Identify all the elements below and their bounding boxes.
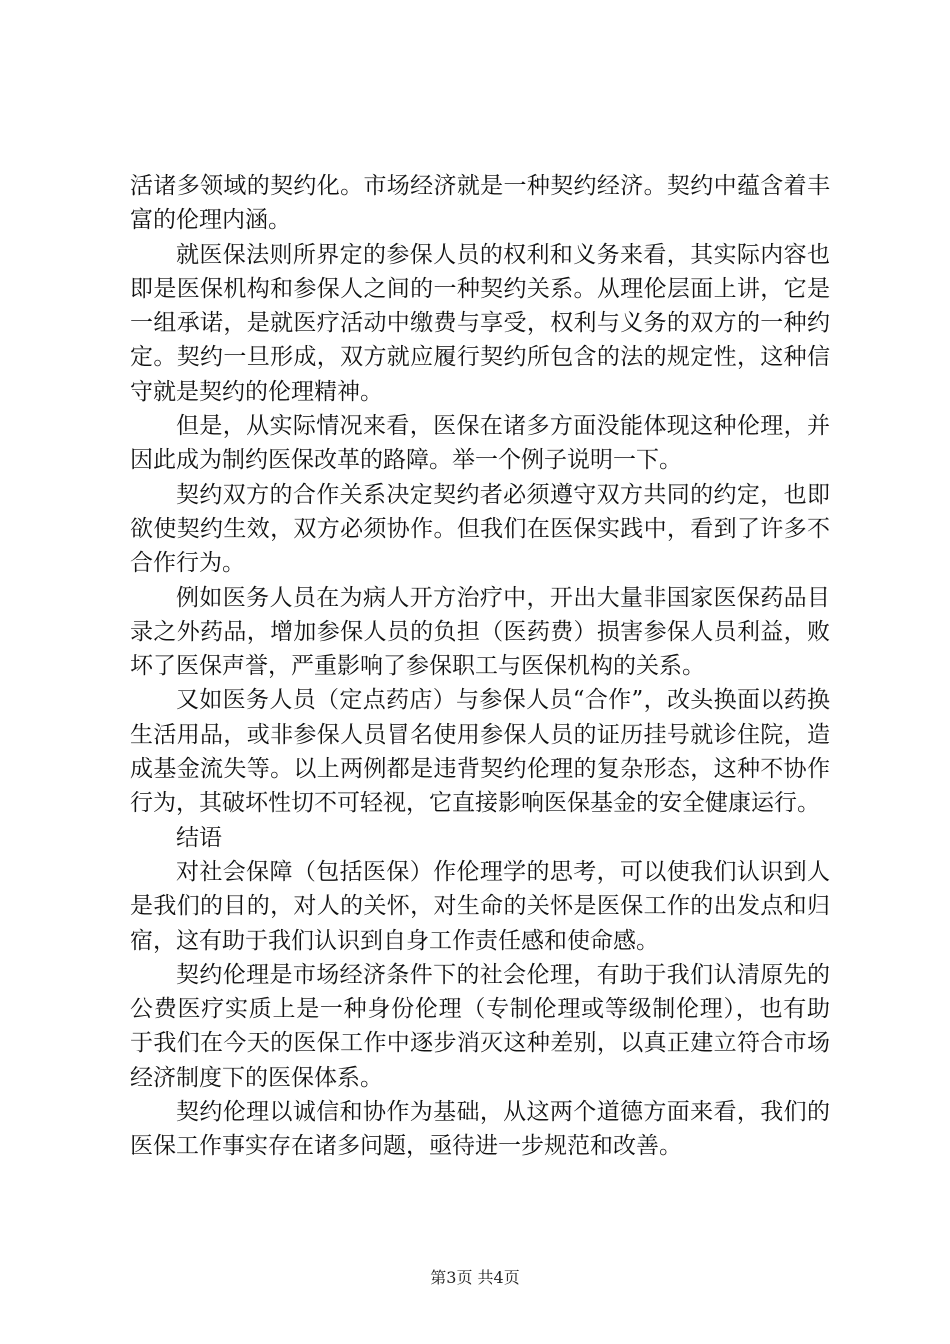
- paragraph: 契约伦理以诚信和协作为基础，从这两个道德方面来看，我们的医保工作事实存在诸多问题，亟待进一步规范和改善。: [130, 1099, 830, 1160]
- paragraph: 就医保法则所界定的参保人员的权利和义务来看，其实际内容也即是医保机构和参保人之间的一种契约关系。从理伦层面上讲，它是一组承诺，是就医疗活动中缴费与享受，权利与义务的双方的一种约定。契约一旦形成，双方就应履行契约所包含的法的规定性，这种信守就是契约的伦理精神。: [130, 241, 830, 405]
- paragraph: 又如医务人员（定点药店）与参保人员“合作”，改头换面以药换生活用品，或非参保人员冒名使用参保人员的证历挂号就诊住院，造成基金流失等。以上两例都是违背契约伦理的复杂形态，这种不协作行为，其破坏性切不可轻视，它直接影响医保基金的安全健康运行。: [130, 687, 830, 817]
- paragraph: 但是，从实际情况来看，医保在诸多方面没能体现这种伦理，并因此成为制约医保改革的路障。举一个例子说明一下。: [130, 413, 830, 474]
- paragraph: 契约双方的合作关系决定契约者必须遵守双方共同的约定，也即欲使契约生效，双方必须协作。但我们在医保实践中，看到了许多不合作行为。: [130, 481, 830, 577]
- paragraph: 例如医务人员在为病人开方治疗中，开出大量非国家医保药品目录之外药品，增加参保人员的负担（医药费）损害参保人员利益，败坏了医保声誉，严重影响了参保职工与医保机构的关系。: [130, 584, 830, 680]
- paragraph: 契约伦理是市场经济条件下的社会伦理，有助于我们认清原先的公费医疗实质上是一种身份伦理（专制伦理或等级制伦理），也有助于我们在今天的医保工作中逐步消灭这种差别，以真正建立符合市场经济制度下的医保体系。: [130, 961, 830, 1091]
- document-body: [130, 169, 830, 1164]
- page-number: 第3页 共4页: [430, 1268, 520, 1287]
- paragraph: 活诸多领域的契约化。市场经济就是一种契约经济。契约中蕴含着丰富的伦理内涵。: [130, 173, 830, 234]
- section-heading: 结语: [176, 824, 222, 851]
- paragraph: 对社会保障（包括医保）作伦理学的思考，可以使我们认识到人是我们的目的，对人的关怀，对生命的关怀是医保工作的出发点和归宿，这有助于我们认识到自身工作责任感和使命感。: [130, 858, 830, 954]
